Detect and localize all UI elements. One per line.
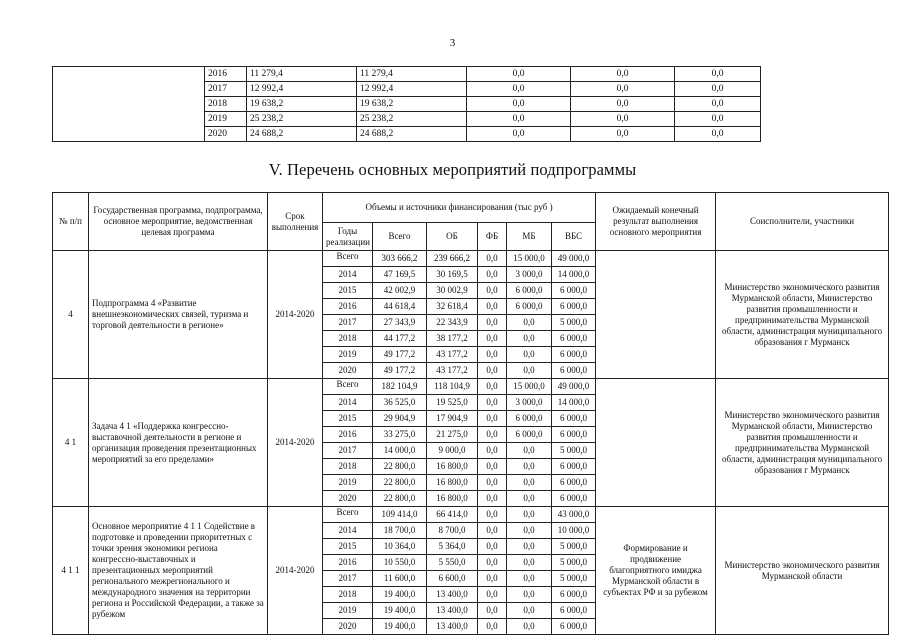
amount-cell: 0,0 (507, 315, 552, 331)
amount-cell: 0,0 (478, 331, 507, 347)
top-table-cell: 0,0 (467, 127, 571, 142)
amount-cell: 0,0 (478, 555, 507, 571)
amount-cell: 16 800,0 (427, 475, 478, 491)
top-table-cell: 0,0 (571, 82, 675, 97)
amount-cell: 14 000,0 (373, 443, 427, 459)
top-table-cell: 11 279,4 (357, 67, 467, 82)
amount-cell: 66 414,0 (427, 507, 478, 523)
year-cell: 2019 (323, 603, 373, 619)
year-cell: 2019 (323, 347, 373, 363)
amount-cell: 0,0 (478, 299, 507, 315)
top-table-cell: 0,0 (675, 112, 761, 127)
amount-cell: 11 600,0 (373, 571, 427, 587)
year-cell: 2014 (323, 267, 373, 283)
amount-cell: 3 000,0 (507, 395, 552, 411)
top-table-cell: 0,0 (467, 97, 571, 112)
item-expected-result (596, 379, 716, 507)
amount-cell: 19 400,0 (373, 587, 427, 603)
amount-cell: 0,0 (478, 395, 507, 411)
amount-cell: 5 000,0 (552, 555, 596, 571)
header-ob: ОБ (427, 223, 478, 251)
amount-cell: 19 400,0 (373, 619, 427, 635)
item-partners: Министерство экономического развития Мурманской области (716, 507, 889, 635)
header-mb: МБ (507, 223, 552, 251)
amount-cell: 118 104,9 (427, 379, 478, 395)
header-total: Всего (373, 223, 427, 251)
amount-cell: 22 800,0 (373, 475, 427, 491)
amount-cell: 6 000,0 (507, 283, 552, 299)
amount-cell: 0,0 (507, 555, 552, 571)
amount-cell: 36 525,0 (373, 395, 427, 411)
year-cell: Всего (323, 251, 373, 267)
continued-funding-table (52, 66, 761, 142)
item-term: 2014-2020 (268, 379, 323, 507)
funding-row (53, 251, 889, 267)
year-cell: 2015 (323, 411, 373, 427)
amount-cell: 30 002,9 (427, 283, 478, 299)
top-table-cell: 0,0 (675, 127, 761, 142)
amount-cell: 14 000,0 (552, 267, 596, 283)
top-table-row (53, 67, 761, 82)
item-title: Подпрограмма 4 «Развитие внешнеэкономических связей, туризма и торговой деятельности в регионе» (89, 251, 268, 379)
amount-cell: 42 002,9 (373, 283, 427, 299)
amount-cell: 49 177,2 (373, 347, 427, 363)
top-table-cell: 0,0 (571, 112, 675, 127)
year-cell: 2020 (323, 491, 373, 507)
amount-cell: 0,0 (478, 507, 507, 523)
amount-cell: 21 275,0 (427, 427, 478, 443)
amount-cell: 15 000,0 (507, 379, 552, 395)
item-partners: Министерство экономического развития Мурманской области, Министерство развития промышленности и предпринимательства Мурманской области, администрация муниципального образования г Мурманск (716, 379, 889, 507)
amount-cell: 22 343,9 (427, 315, 478, 331)
year-cell: 2014 (323, 523, 373, 539)
amount-cell: 14 000,0 (552, 395, 596, 411)
amount-cell: 6 000,0 (507, 427, 552, 443)
year-cell: 2019 (323, 475, 373, 491)
amount-cell: 13 400,0 (427, 587, 478, 603)
funding-row (53, 507, 889, 523)
amount-cell: 27 343,9 (373, 315, 427, 331)
top-table-cell: 2016 (205, 67, 247, 82)
top-table-cell: 12 992,4 (247, 82, 357, 97)
top-table-cell: 0,0 (571, 97, 675, 112)
amount-cell: 6 000,0 (552, 459, 596, 475)
item-term: 2014-2020 (268, 251, 323, 379)
amount-cell: 9 000,0 (427, 443, 478, 459)
year-cell: 2020 (323, 619, 373, 635)
amount-cell: 32 618,4 (427, 299, 478, 315)
amount-cell: 0,0 (478, 603, 507, 619)
item-number: 4 (53, 251, 89, 379)
amount-cell: 44 177,2 (373, 331, 427, 347)
amount-cell: 109 414,0 (373, 507, 427, 523)
top-table-cell: 11 279,4 (247, 67, 357, 82)
amount-cell: 15 000,0 (507, 251, 552, 267)
header-program: Государственная программа, подпрограмма, основное мероприятие, ведомственная целевая программа (89, 193, 268, 251)
amount-cell: 0,0 (478, 379, 507, 395)
amount-cell: 0,0 (507, 443, 552, 459)
amount-cell: 6 000,0 (552, 299, 596, 315)
section-title: V. Перечень основных мероприятий подпрограммы (268, 160, 637, 179)
amount-cell: 6 000,0 (507, 299, 552, 315)
top-table-cell: 0,0 (467, 82, 571, 97)
amount-cell: 8 700,0 (427, 523, 478, 539)
top-table-cell: 0,0 (467, 67, 571, 82)
amount-cell: 49 177,2 (373, 363, 427, 379)
amount-cell: 0,0 (478, 619, 507, 635)
header-result: Ожидаемый конечный результат выполнения основного мероприятия (596, 193, 716, 251)
year-cell: 2020 (323, 363, 373, 379)
item-number: 4 1 1 (53, 507, 89, 635)
header-years: Годы реализации (323, 223, 373, 251)
amount-cell: 239 666,2 (427, 251, 478, 267)
top-table-cell: 2018 (205, 97, 247, 112)
top-table-cell: 2017 (205, 82, 247, 97)
amount-cell: 0,0 (478, 251, 507, 267)
amount-cell: 16 800,0 (427, 459, 478, 475)
amount-cell: 5 000,0 (552, 315, 596, 331)
amount-cell: 0,0 (478, 571, 507, 587)
top-table-cell: 19 638,2 (357, 97, 467, 112)
header-funding: Объемы и источники финансирования (тыс руб ) (323, 193, 596, 223)
amount-cell: 10 000,0 (552, 523, 596, 539)
top-table-cell: 25 238,2 (357, 112, 467, 127)
amount-cell: 10 550,0 (373, 555, 427, 571)
amount-cell: 22 800,0 (373, 491, 427, 507)
year-cell: 2017 (323, 443, 373, 459)
item-expected-result: Формирование и продвижение благоприятного имиджа Мурманской области в субъектах РФ и за рубежом (596, 507, 716, 635)
amount-cell: 6 600,0 (427, 571, 478, 587)
amount-cell: 6 000,0 (552, 363, 596, 379)
amount-cell: 0,0 (478, 267, 507, 283)
amount-cell: 0,0 (478, 475, 507, 491)
item-title: Задача 4 1 «Поддержка конгрессно-выставочной деятельности в регионе и организация проведения презентационных мероприятий за его пределами» (89, 379, 268, 507)
header-number: № п/п (53, 193, 89, 251)
year-cell: 2016 (323, 555, 373, 571)
amount-cell: 0,0 (507, 331, 552, 347)
funding-row (53, 379, 889, 395)
amount-cell: 0,0 (478, 459, 507, 475)
top-table-cell: 24 688,2 (357, 127, 467, 142)
amount-cell: 0,0 (507, 459, 552, 475)
amount-cell: 6 000,0 (552, 475, 596, 491)
year-cell: 2015 (323, 283, 373, 299)
top-table-cell: 19 638,2 (247, 97, 357, 112)
top-table-cell: 0,0 (675, 82, 761, 97)
amount-cell: 6 000,0 (552, 587, 596, 603)
amount-cell: 16 800,0 (427, 491, 478, 507)
top-table-cell: 2019 (205, 112, 247, 127)
amount-cell: 0,0 (507, 491, 552, 507)
amount-cell: 17 904,9 (427, 411, 478, 427)
amount-cell: 0,0 (478, 283, 507, 299)
amount-cell: 0,0 (507, 603, 552, 619)
amount-cell: 49 000,0 (552, 251, 596, 267)
year-cell: 2016 (323, 427, 373, 443)
amount-cell: 0,0 (507, 587, 552, 603)
header-partners: Соисполнители, участники (716, 193, 889, 251)
amount-cell: 6 000,0 (552, 283, 596, 299)
amount-cell: 0,0 (507, 507, 552, 523)
top-table-cell: 24 688,2 (247, 127, 357, 142)
amount-cell: 6 000,0 (552, 411, 596, 427)
amount-cell: 44 618,4 (373, 299, 427, 315)
top-table-cell: 0,0 (467, 112, 571, 127)
amount-cell: 13 400,0 (427, 619, 478, 635)
item-term: 2014-2020 (268, 507, 323, 635)
amount-cell: 0,0 (478, 523, 507, 539)
amount-cell: 0,0 (478, 587, 507, 603)
item-partners: Министерство экономического развития Мурманской области, Министерство развития промышленности и предпринимательства Мурманской области, администрация муниципального образования г Мурманск (716, 251, 889, 379)
amount-cell: 49 000,0 (552, 379, 596, 395)
year-cell: 2018 (323, 331, 373, 347)
year-cell: 2014 (323, 395, 373, 411)
amount-cell: 19 400,0 (373, 603, 427, 619)
year-cell: 2016 (323, 299, 373, 315)
amount-cell: 6 000,0 (552, 331, 596, 347)
amount-cell: 0,0 (478, 443, 507, 459)
amount-cell: 29 904,9 (373, 411, 427, 427)
year-cell: 2018 (323, 587, 373, 603)
amount-cell: 0,0 (478, 363, 507, 379)
amount-cell: 0,0 (507, 475, 552, 491)
header-fb: ФБ (478, 223, 507, 251)
amount-cell: 0,0 (507, 363, 552, 379)
amount-cell: 5 550,0 (427, 555, 478, 571)
top-table-cell: 2020 (205, 127, 247, 142)
amount-cell: 33 275,0 (373, 427, 427, 443)
top-table-blank-cell (53, 67, 205, 142)
amount-cell: 0,0 (478, 427, 507, 443)
header-vbs: ВБС (552, 223, 596, 251)
amount-cell: 19 525,0 (427, 395, 478, 411)
amount-cell: 5 000,0 (552, 539, 596, 555)
amount-cell: 0,0 (507, 523, 552, 539)
year-cell: Всего (323, 379, 373, 395)
header-term: Срок выполнения (268, 193, 323, 251)
amount-cell: 5 000,0 (552, 571, 596, 587)
top-table-cell: 0,0 (675, 67, 761, 82)
amount-cell: 6 000,0 (552, 491, 596, 507)
year-cell: 2017 (323, 571, 373, 587)
amount-cell: 47 169,5 (373, 267, 427, 283)
amount-cell: 0,0 (507, 539, 552, 555)
amount-cell: 18 700,0 (373, 523, 427, 539)
amount-cell: 0,0 (478, 315, 507, 331)
top-table-cell: 12 992,4 (357, 82, 467, 97)
amount-cell: 3 000,0 (507, 267, 552, 283)
year-cell: 2018 (323, 459, 373, 475)
top-table-cell: 0,0 (675, 97, 761, 112)
top-table-cell: 0,0 (571, 67, 675, 82)
amount-cell: 0,0 (478, 491, 507, 507)
amount-cell: 22 800,0 (373, 459, 427, 475)
year-cell: 2015 (323, 539, 373, 555)
amount-cell: 43 177,2 (427, 363, 478, 379)
year-cell: Всего (323, 507, 373, 523)
top-table-cell: 0,0 (571, 127, 675, 142)
main-activities-table (52, 192, 889, 635)
amount-cell: 0,0 (478, 539, 507, 555)
year-cell: 2017 (323, 315, 373, 331)
amount-cell: 6 000,0 (552, 603, 596, 619)
amount-cell: 6 000,0 (552, 347, 596, 363)
amount-cell: 43 177,2 (427, 347, 478, 363)
amount-cell: 6 000,0 (552, 619, 596, 635)
top-table-cell: 25 238,2 (247, 112, 357, 127)
item-title: Основное мероприятие 4 1 1 Содействие в подготовке и проведении приоритетных с точки зрения экономики региона конгрессно-выставочных и презентационных мероприятий регионального межрегионального и международного значения на территории региона и Российской Федерации, а также за рубежом (89, 507, 268, 635)
amount-cell: 38 177,2 (427, 331, 478, 347)
amount-cell: 182 104,9 (373, 379, 427, 395)
amount-cell: 0,0 (478, 347, 507, 363)
page-number: 3 (449, 37, 456, 49)
amount-cell: 10 364,0 (373, 539, 427, 555)
amount-cell: 5 000,0 (552, 443, 596, 459)
amount-cell: 6 000,0 (507, 411, 552, 427)
amount-cell: 43 000,0 (552, 507, 596, 523)
amount-cell: 13 400,0 (427, 603, 478, 619)
amount-cell: 0,0 (507, 347, 552, 363)
amount-cell: 30 169,5 (427, 267, 478, 283)
amount-cell: 5 364,0 (427, 539, 478, 555)
amount-cell: 0,0 (507, 571, 552, 587)
amount-cell: 0,0 (478, 411, 507, 427)
amount-cell: 303 666,2 (373, 251, 427, 267)
item-number: 4 1 (53, 379, 89, 507)
amount-cell: 0,0 (507, 619, 552, 635)
item-expected-result (596, 251, 716, 379)
amount-cell: 6 000,0 (552, 427, 596, 443)
